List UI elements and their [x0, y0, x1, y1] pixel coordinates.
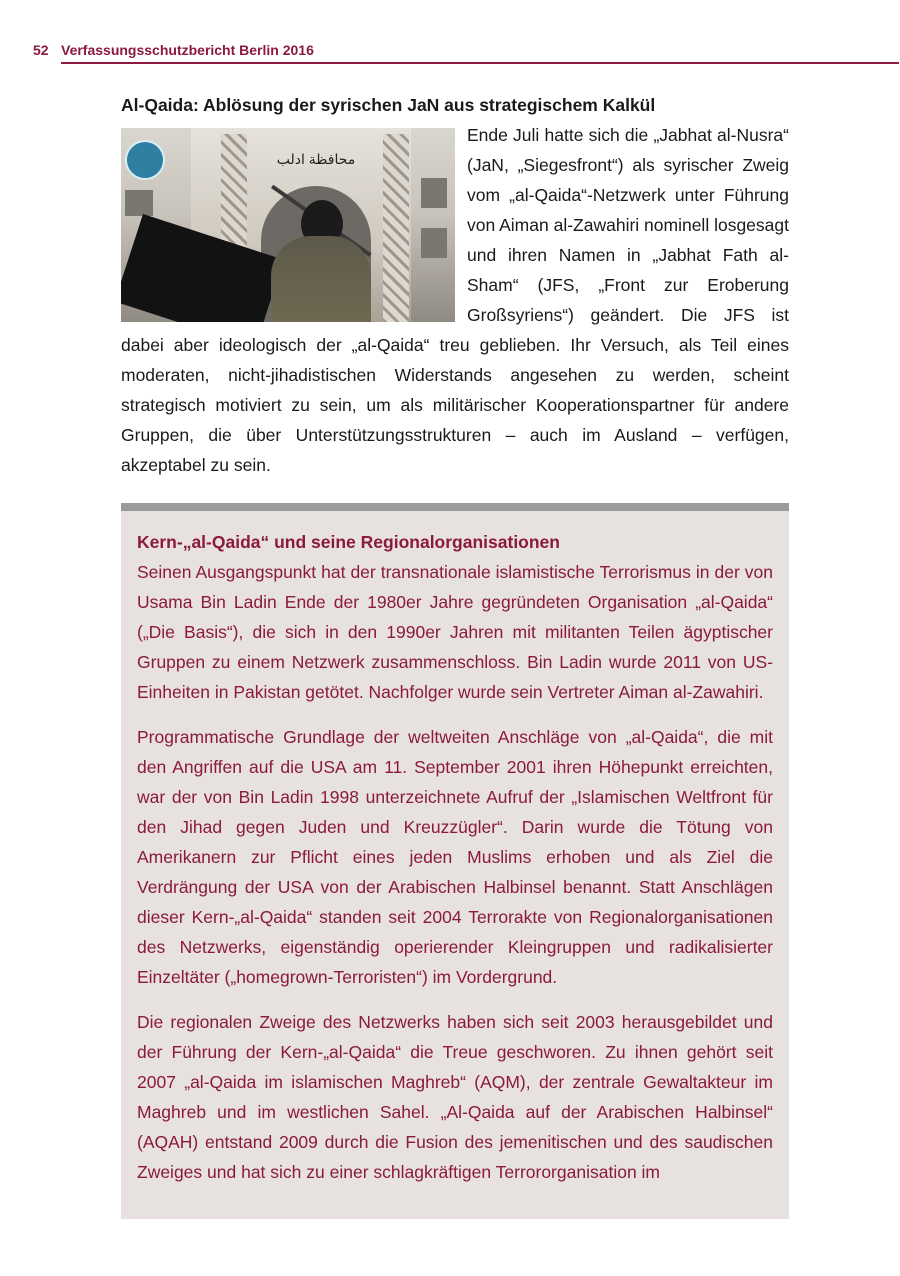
- info-box: [121, 503, 789, 1219]
- photo-window: [125, 190, 153, 216]
- page-header: [33, 40, 899, 66]
- article-section: [121, 90, 789, 480]
- section-body-container: [121, 120, 789, 480]
- photo-sign: محافظة ادلب: [276, 151, 356, 167]
- running-title: Verfassungsschutzbericht Berlin 2016: [61, 42, 314, 58]
- page-number: 52: [33, 42, 49, 58]
- photo-window: [421, 178, 447, 208]
- section-body: Ende Juli hatte sich die „Jabhat al-Nusra“ (JaN, „Siegesfront“) als syrischer Zweig vom „al-Qaida“-Netzwerk unter Führung von Aiman al-Zawahiri nominell losgesagt und ihren Namen in „Jabhat Fath al-Sham“ (JFS, „Front zur Eroberung Großsyriens“) geändert. Die JFS ist dabei aber ideologisch der „al-Qaida“ treu geblieben. Ihr Versuch, als Teil eines moderaten, nicht-jihadistischen Widerstands angesehen zu werden, scheint strategisch motiviert zu sein, um als militärischer Kooperationspartner für andere Gruppen, die über Unterstützungsstrukturen – auch im Ausland – verfügen, akzeptabel zu sein.: [121, 125, 789, 475]
- info-box-heading: Kern-„al-Qaida“ und seine Regionalorganisationen: [137, 532, 560, 552]
- info-box-content: [137, 527, 773, 1202]
- info-box-paragraph: Programmatische Grundlage der weltweiten Anschläge von „al-Qaida“, die mit den Angriffen auf die USA am 11. September 2001 ihren Höhepunkt erreichten, war der von Bin Ladin 1998 unterzeichnete Aufruf der „Islamischen Weltfront für den Jihad gegen Juden und Kreuzzügler“. Darin wurde die Tötung von Amerikanern zur Pflicht eines jeden Muslims erhoben und als Ziel die Verdrängung der USA von der Arabischen Halbinsel benannt. Statt Anschlägen dieser Kern-„al-Qaida“ standen seit 2004 Terrorakte von Regionalorganisationen des Netzwerks, eigenständig operierender Kleingruppen und radikalisierter Einzeltäter („homegrown-Terroristen“) im Vordergrund.: [137, 727, 773, 987]
- photo-window: [421, 228, 447, 258]
- photo-figure: [271, 236, 371, 322]
- news-photo: [121, 128, 455, 322]
- photo-emblem: [125, 140, 165, 180]
- photo-lattice-right: [383, 134, 409, 322]
- info-box-paragraph: Die regionalen Zweige des Netzwerks haben sich seit 2003 herausgebildet und der Führung der Kern-„al-Qaida“ die Treue geschworen. Zu ihnen gehört seit 2007 „al-Qaida im islamischen Maghreb“ (AQM), der zentrale Gewaltakteur im Maghreb und im westlichen Sahel. „Al-Qaida auf der Arabischen Halbinsel“ (AQAH) entstand 2009 durch die Fusion des jemenitischen und des saudischen Zweiges und hat sich zu einer schlagkräftigen Terrororganisation im: [137, 1012, 773, 1182]
- info-box-paragraph: Seinen Ausgangspunkt hat der transnationale islamistische Terrorismus in der von Usama Bin Ladin Ende der 1980er Jahre gegründeten Organisation „al-Qaida“ („Die Basis“), die sich in den 1990er Jahren mit militanten Teilen ägyptischer Gruppen zu einem Netzwerk zusammenschloss. Bin Ladin wurde 2011 von US-Einheiten in Pakistan getötet. Nachfolger wurde sein Vertreter Aiman al-Zawahiri.: [137, 562, 773, 702]
- section-heading: Al-Qaida: Ablösung der syrischen JaN aus strategischem Kalkül: [121, 95, 656, 115]
- header-rule: [61, 62, 899, 64]
